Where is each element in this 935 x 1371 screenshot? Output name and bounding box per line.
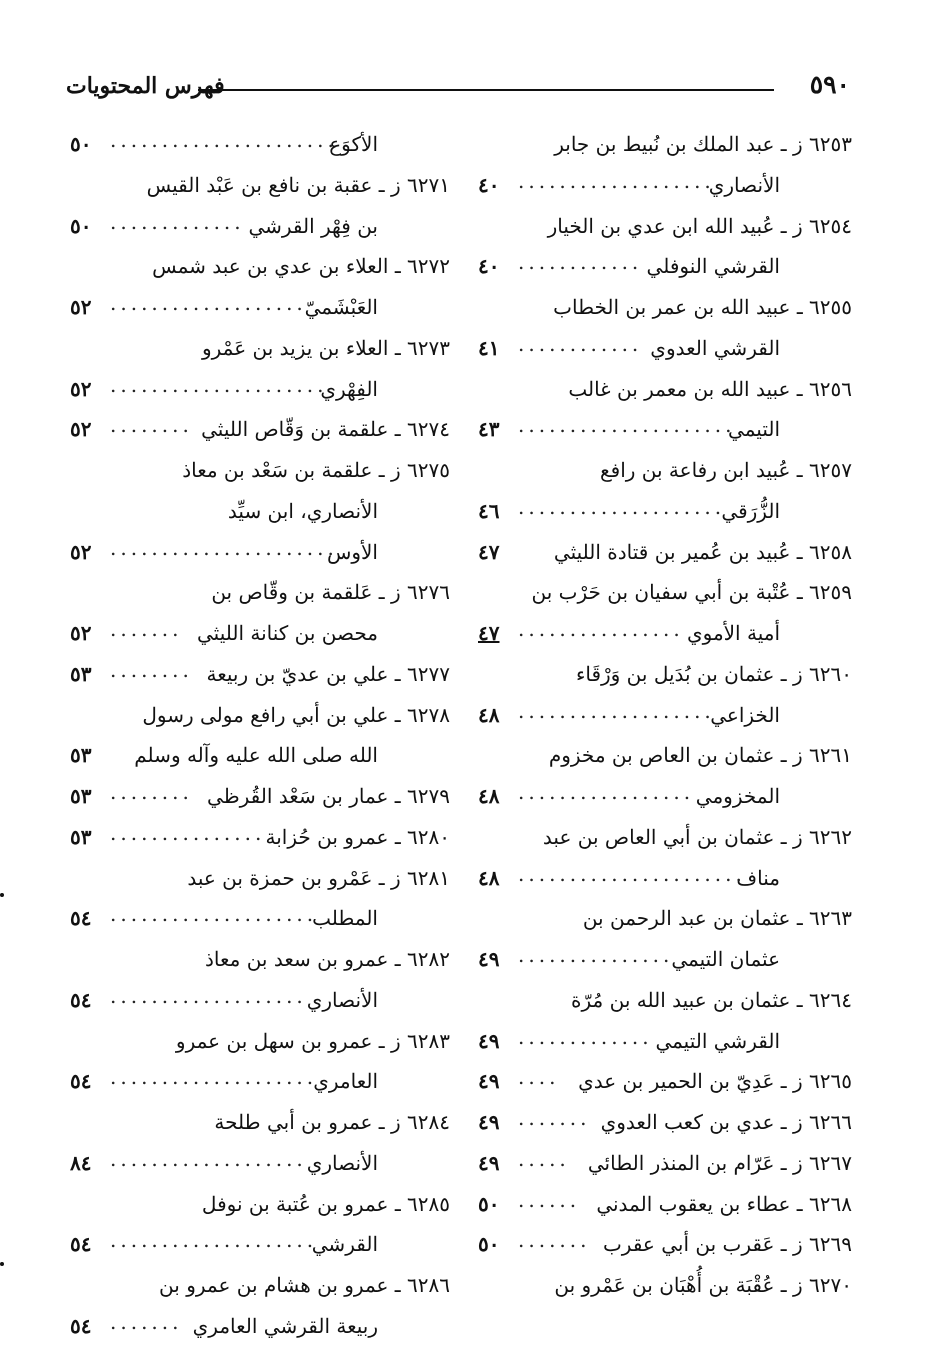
page-ref: ٥٠ bbox=[478, 1232, 500, 1257]
leader-dots: ................... bbox=[518, 168, 715, 193]
entry-continuation: عثمان التيمي bbox=[671, 947, 780, 971]
index-row bbox=[62, 246, 450, 287]
entry-title: ٦٢٧٠ ز ـ عُقْبَة بن أُهْبَان بن عَمْرو بن bbox=[554, 1273, 852, 1297]
leader-dots: ............... bbox=[518, 943, 674, 967]
entry-title: ٦٢٧٨ ـ علي بن أبي رافع مولى رسول bbox=[142, 702, 450, 727]
index-row bbox=[470, 409, 852, 450]
index-row bbox=[470, 898, 852, 939]
index-row bbox=[62, 572, 450, 613]
entry-continuation: العَبْشَميّ bbox=[304, 295, 378, 319]
leader-dots: .................... bbox=[110, 1228, 318, 1253]
leader-dots: ..... bbox=[518, 1146, 570, 1171]
entry-continuation: القرشي bbox=[311, 1232, 378, 1257]
page-ref: ٤٣ bbox=[478, 417, 500, 442]
page-ref: ٤١ bbox=[478, 335, 500, 360]
index-row bbox=[62, 1061, 450, 1102]
leader-dots: ........ bbox=[110, 413, 193, 438]
index-row bbox=[470, 817, 852, 858]
entry-title: ٦٢٧١ ز ـ عقبة بن نافع بن عَبْد القيس bbox=[146, 172, 450, 197]
index-row bbox=[470, 206, 852, 247]
entry-continuation: بن فِهْر القرشي bbox=[248, 213, 378, 238]
leader-dots: .................... bbox=[110, 902, 318, 927]
entry-title: ٦٢٥٩ ـ عُتْبة بن أبي سفيان بن حَرْب بن bbox=[531, 580, 852, 605]
page-number: ٥٩٠ bbox=[809, 70, 850, 99]
page-ref: ٥٤ bbox=[70, 1069, 92, 1094]
leader-dots: .... bbox=[518, 1065, 560, 1090]
entry-title: ٦٢٨٤ ز ـ عمرو بن أبي طلحة bbox=[214, 1110, 450, 1134]
page-ref: ٥٢ bbox=[70, 621, 92, 645]
index-row bbox=[470, 287, 852, 328]
index-row bbox=[470, 165, 852, 206]
index-row bbox=[62, 450, 450, 491]
leader-dots: ................... bbox=[110, 1146, 307, 1171]
entry-title: ٦٢٨٣ ز ـ عمرو بن سهل بن عمرو bbox=[175, 1028, 450, 1053]
margin-mark bbox=[0, 893, 4, 897]
entry-continuation: الخزاعي bbox=[710, 702, 780, 727]
leader-dots: ..................... bbox=[110, 372, 328, 397]
entry-continuation: الله صلى الله عليه وآله وسلم bbox=[134, 743, 378, 768]
entry-continuation: الأوس bbox=[326, 539, 378, 564]
page-ref: ٥٣ bbox=[70, 743, 92, 768]
index-row bbox=[62, 532, 450, 573]
index-row bbox=[470, 858, 852, 899]
index-row bbox=[470, 532, 852, 573]
entry-continuation: الفِهْري bbox=[320, 376, 378, 401]
index-row bbox=[62, 858, 450, 899]
entry-title: ٦٢٥٤ ز ـ عُبيد الله ابن عدي بن الخيار bbox=[547, 213, 852, 238]
leader-dots: .................... bbox=[110, 1065, 318, 1090]
leader-dots: ................. bbox=[518, 780, 695, 804]
entry-continuation: الأنصاري bbox=[306, 987, 378, 1012]
entry-title: ٦٢٥٥ ـ عبيد الله بن عمر بن الخطاب bbox=[553, 295, 852, 319]
leader-dots: ................... bbox=[110, 983, 307, 1008]
entry-title: ٦٢٧٥ ز ـ علقمة بن سَعْد بن معاذ bbox=[182, 458, 450, 482]
entry-title: ٦٢٧٢ ـ العلاء بن عدي بن عبد شمس bbox=[152, 254, 450, 279]
page-ref: ٥٢ bbox=[70, 295, 92, 319]
entry-continuation: الأنصاري bbox=[306, 1150, 378, 1175]
page-header bbox=[60, 70, 850, 106]
index-row bbox=[62, 369, 450, 410]
index-row bbox=[470, 695, 852, 736]
page-ref: ٤٩ bbox=[478, 947, 500, 971]
leader-dots: ...................... bbox=[518, 861, 746, 886]
right-column bbox=[470, 124, 852, 1306]
page-ref: ٥٤ bbox=[70, 987, 92, 1012]
entry-title: ٦٢٨٦ ـ عمرو بن هشام بن عمرو بن bbox=[159, 1273, 450, 1297]
entry-title: ٦٢٦١ ز ـ عثمان بن العاص بن مخزوم bbox=[548, 743, 852, 768]
leader-dots: ................... bbox=[110, 291, 307, 315]
page-ref: ٤٨ bbox=[478, 702, 500, 727]
leader-dots: ........ bbox=[110, 657, 193, 682]
page-ref: ٤٧ bbox=[478, 621, 500, 645]
index-row bbox=[62, 124, 450, 165]
entry-continuation: ربيعة القرشي العامري bbox=[192, 1313, 378, 1338]
index-row bbox=[62, 1143, 450, 1184]
margin-mark bbox=[0, 1262, 4, 1266]
index-row bbox=[470, 654, 852, 695]
entry-continuation: مناف bbox=[736, 865, 780, 890]
index-row bbox=[470, 450, 852, 491]
leader-dots: ...................... bbox=[110, 128, 338, 152]
leader-dots: ...................... bbox=[110, 535, 338, 560]
index-row bbox=[470, 572, 852, 613]
page-ref: ٤٩ bbox=[478, 1110, 500, 1134]
page-ref: ٥٢ bbox=[70, 417, 92, 442]
entry-title: ٦٢٥٧ ـ عُبيد ابن رفاعة بن رافع bbox=[599, 458, 852, 482]
leader-dots: ............... bbox=[110, 820, 266, 845]
page-ref: ٤٨ bbox=[478, 865, 500, 890]
entry-continuation: أمية الأموي bbox=[686, 621, 780, 645]
index-row bbox=[62, 491, 450, 532]
page-ref: ٤٩ bbox=[478, 1028, 500, 1053]
page-ref: ٤٧ bbox=[478, 539, 500, 564]
entry-title: ٦٢٦٣ ـ عثمان بن عبد الرحمن بن bbox=[582, 906, 852, 931]
index-row bbox=[62, 1265, 450, 1306]
entry-continuation: المخزومي bbox=[695, 784, 780, 808]
index-row bbox=[470, 939, 852, 980]
page-ref: ٤٩ bbox=[478, 1069, 500, 1094]
page-ref: ٥٢ bbox=[70, 376, 92, 401]
page-ref: ٥٠ bbox=[478, 1191, 500, 1216]
index-row bbox=[62, 980, 450, 1021]
left-column bbox=[62, 124, 450, 1347]
entry-title: ٦٢٥٨ ـ عُبيد بن عُمير بن قتادة الليثي bbox=[553, 539, 852, 564]
entry-title: ٦٢٧٩ ـ عمار بن سَعْد القُرظي bbox=[207, 784, 450, 808]
page-ref: ٤٨ bbox=[478, 784, 500, 808]
entry-title: ٦٢٨٥ ـ عمرو بن عُتبة بن نوفل bbox=[201, 1191, 450, 1216]
page-ref: ٤٦ bbox=[478, 498, 500, 523]
page-ref: ٥٤ bbox=[70, 906, 92, 931]
index-row bbox=[470, 1224, 852, 1265]
page-ref: ٤٩ bbox=[478, 1150, 500, 1175]
index-row bbox=[62, 1184, 450, 1225]
index-row bbox=[470, 1021, 852, 1062]
leader-dots: ....... bbox=[518, 1228, 591, 1253]
page-ref: ٤٠ bbox=[478, 254, 500, 279]
page-ref: ٥٤ bbox=[70, 1313, 92, 1338]
leader-dots: ............. bbox=[518, 1024, 653, 1049]
leader-dots: ....... bbox=[110, 617, 183, 641]
index-row bbox=[470, 1061, 852, 1102]
entry-title: ٦٢٧٣ ـ العلاء بن يزيد بن عَمْرو bbox=[201, 335, 450, 360]
index-row bbox=[62, 1102, 450, 1143]
index-row bbox=[470, 776, 852, 817]
entry-title: ٦٢٦٥ ز ـ عَدِيّ بن الحمير بن عدي bbox=[578, 1069, 852, 1094]
leader-dots: ............ bbox=[518, 250, 643, 275]
entry-title: ٦٢٦٧ ز ـ عَرّام بن المنذر الطائي bbox=[587, 1150, 852, 1175]
index-row bbox=[62, 1021, 450, 1062]
index-row bbox=[62, 939, 450, 980]
entry-title: ٦٢٥٣ ز ـ عبد الملك بن نُبيط بن جابر bbox=[554, 132, 852, 156]
index-row bbox=[470, 491, 852, 532]
entry-continuation: العامري bbox=[313, 1069, 378, 1094]
page-ref: ٥٣ bbox=[70, 784, 92, 808]
index-row bbox=[470, 1184, 852, 1225]
entry-continuation: محصن بن كنانة الليثي bbox=[196, 621, 378, 645]
index-row bbox=[470, 1102, 852, 1143]
index-row bbox=[470, 124, 852, 165]
index-row bbox=[62, 898, 450, 939]
entry-continuation: الأنصاري، ابن سيِّد bbox=[227, 498, 378, 523]
index-row bbox=[62, 206, 450, 247]
entry-continuation: المطلب bbox=[312, 906, 378, 931]
page-ref: ٤٠ bbox=[478, 172, 500, 197]
leader-dots: .................... bbox=[518, 494, 726, 519]
entry-title: ٦٢٨١ ز ـ عَمْرو بن حمزة بن عبد bbox=[187, 865, 450, 890]
index-row bbox=[62, 776, 450, 817]
index-row bbox=[62, 409, 450, 450]
leader-dots: ........ bbox=[110, 780, 193, 804]
entry-title: ٦٢٨٠ ـ عمرو بن حُزابة bbox=[265, 824, 450, 849]
page-ref: ٥٣ bbox=[70, 661, 92, 686]
index-row bbox=[62, 654, 450, 695]
page-ref: ٥٠ bbox=[70, 213, 92, 238]
index-row bbox=[62, 165, 450, 206]
page-ref: ٥٢ bbox=[70, 539, 92, 564]
header-rule bbox=[198, 89, 774, 91]
page-ref: ٨٤ bbox=[70, 1150, 92, 1175]
index-row bbox=[62, 287, 450, 328]
index-row bbox=[62, 1224, 450, 1265]
entry-title: ٦٢٦٦ ز ـ عدي بن كعب العدوي bbox=[600, 1110, 852, 1134]
entry-title: ٦٢٧٧ ـ علي بن عديّ بن ربيعة bbox=[206, 661, 450, 686]
leader-dots: ............. bbox=[110, 209, 245, 234]
entry-title: ٦٢٦٠ ز ـ عثمان بن بُدَيل بن وَرْقَاء bbox=[575, 661, 852, 686]
index-row bbox=[62, 735, 450, 776]
entry-title: ٦٢٦٨ ـ عطاء بن يعقوب المدني bbox=[596, 1191, 852, 1216]
entry-title: ٦٢٦٢ ز ـ عثمان بن أبي العاص بن عبد bbox=[542, 824, 852, 849]
leader-dots: ................... bbox=[518, 698, 715, 723]
entry-continuation: الزُّرَقي bbox=[721, 498, 780, 523]
entry-continuation: الأنصاري bbox=[708, 172, 780, 197]
index-row bbox=[62, 1306, 450, 1347]
leader-dots: ....... bbox=[518, 1106, 591, 1130]
leader-dots: ....... bbox=[110, 1309, 183, 1334]
index-row bbox=[470, 328, 852, 369]
page-ref: ٥٤ bbox=[70, 1232, 92, 1257]
entry-title: ٦٢٧٦ ز ـ عَلقمة بن وقّاص بن bbox=[211, 580, 450, 605]
entry-title: ٦٢٧٤ ـ علقمة بن وَقّاص الليثي bbox=[201, 417, 450, 442]
leader-dots: ...... bbox=[518, 1187, 581, 1212]
leader-dots: ................ bbox=[518, 617, 684, 641]
index-row bbox=[470, 369, 852, 410]
index-row bbox=[62, 613, 450, 654]
index-row bbox=[470, 980, 852, 1021]
leader-dots: ..................... bbox=[518, 413, 736, 438]
index-row bbox=[470, 1265, 852, 1306]
leader-dots: ............ bbox=[518, 331, 643, 356]
index-row bbox=[470, 735, 852, 776]
index-row bbox=[62, 817, 450, 858]
entry-continuation: التيمي bbox=[728, 417, 780, 442]
index-row bbox=[62, 695, 450, 736]
index-row bbox=[62, 328, 450, 369]
index-row bbox=[470, 246, 852, 287]
entry-title: ٦٢٦٩ ز ـ عَقرب بن أبي عقرب bbox=[602, 1232, 852, 1257]
index-row bbox=[470, 1143, 852, 1184]
running-title: فهرس المحتويات bbox=[66, 73, 225, 99]
entry-continuation: القرشي العدوي bbox=[650, 335, 780, 360]
entry-continuation: القرشي النوفلي bbox=[646, 254, 780, 279]
entry-title: ٦٢٦٤ ـ عثمان بن عبيد الله بن مُرّة bbox=[571, 987, 852, 1012]
entry-title: ٦٢٨٢ ـ عمرو بن سعد بن معاذ bbox=[204, 947, 450, 971]
entry-continuation: القرشي التيمي bbox=[655, 1028, 780, 1053]
page-ref: ٥٣ bbox=[70, 824, 92, 849]
entry-continuation: الأكوَع bbox=[329, 132, 378, 156]
index-row bbox=[470, 613, 852, 654]
entry-title: ٦٢٥٦ ـ عبيد الله بن معمر بن غالب bbox=[568, 376, 852, 401]
page-ref: ٥٠ bbox=[70, 132, 92, 156]
